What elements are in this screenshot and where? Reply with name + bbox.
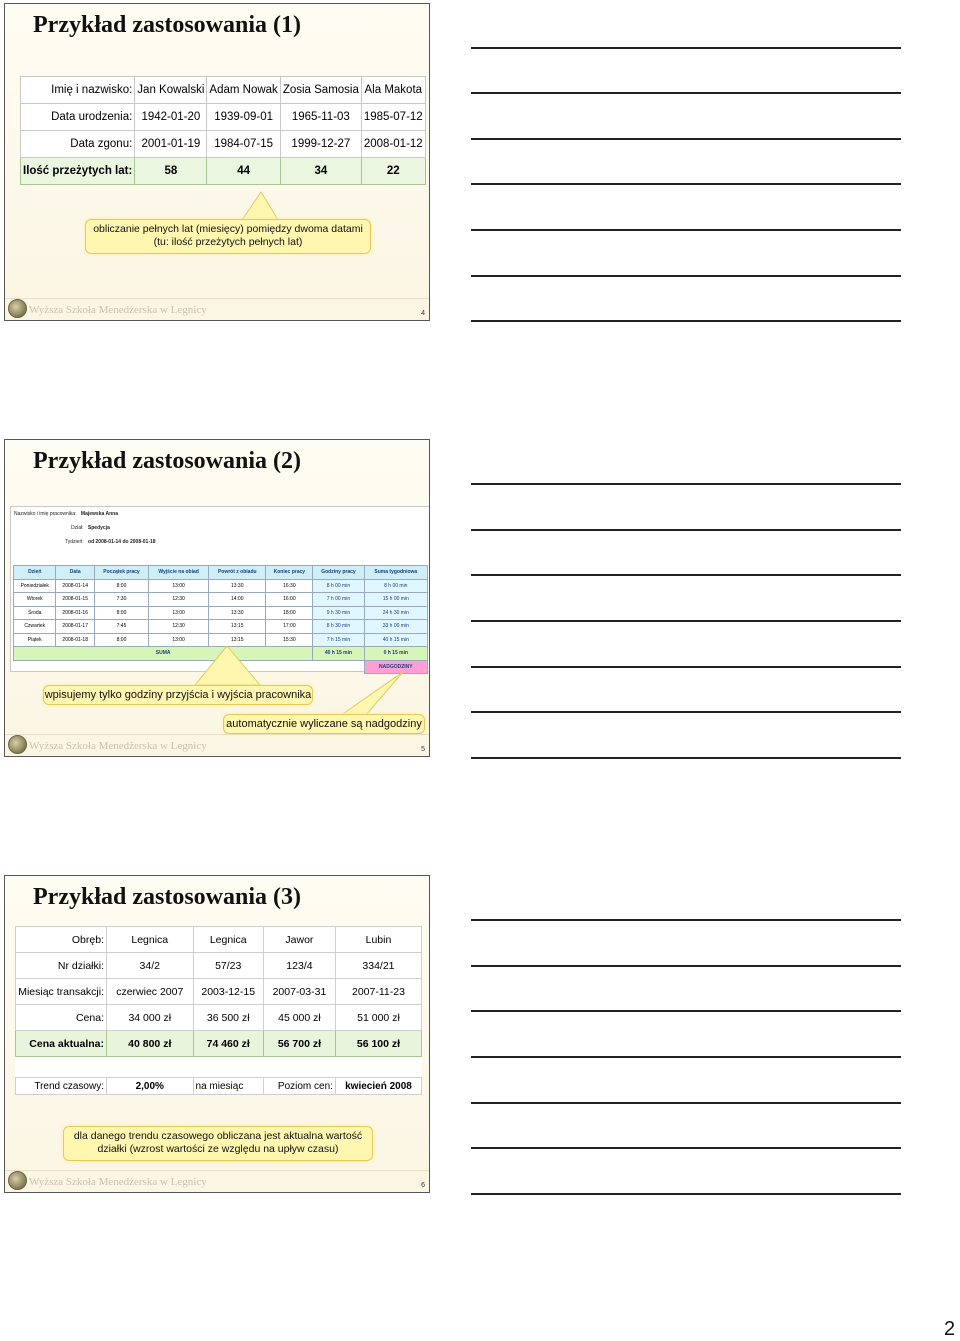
table-cell: 8 h 00 min — [313, 579, 364, 593]
lifespan-table — [20, 76, 426, 185]
note-line — [471, 574, 901, 576]
slide-title: Przykład zastosowania (2) — [33, 448, 301, 474]
row-label: Data urodzenia: — [21, 104, 135, 131]
note-line — [471, 138, 901, 140]
slide-title: Przykład zastosowania (1) — [33, 12, 301, 38]
slide-number: 4 — [421, 310, 425, 317]
callout-input-hours — [43, 685, 313, 705]
slide-2 — [4, 439, 430, 757]
price-level-label: Poziom cen: — [263, 1078, 335, 1095]
column-header: Powrót z obiadu — [209, 566, 266, 580]
table-cell: 2007-03-31 — [263, 979, 335, 1005]
table-cell: 12:30 — [149, 620, 209, 634]
table-cell: Piątek — [14, 633, 56, 647]
note-line — [471, 965, 901, 967]
table-cell: Ala Makota — [361, 77, 425, 104]
row-label: Nr działki: — [16, 953, 107, 979]
table-cell: 36 500 zł — [193, 1005, 263, 1031]
row-label: Imię i nazwisko: — [21, 77, 135, 104]
table-cell: 1999-12-27 — [280, 131, 361, 158]
trend-unit: na miesiąc — [193, 1078, 263, 1095]
spacer-row — [16, 1057, 422, 1078]
table-cell: 8 h 00 min — [364, 579, 427, 593]
row-label: Data zgonu: — [21, 131, 135, 158]
note-line — [471, 1056, 901, 1058]
slide-footer — [5, 734, 429, 756]
table-cell: 56 100 zł — [335, 1031, 421, 1057]
callout-text-line: (tu: ilość przeżytych pełnych lat) — [153, 236, 303, 248]
table-cell: 13:00 — [149, 606, 209, 620]
table-row — [16, 927, 422, 953]
slide-footer — [5, 1170, 429, 1192]
table-row — [21, 104, 426, 131]
table-cell: 14:00 — [209, 593, 266, 607]
table-cell: 24 h 30 min — [364, 606, 427, 620]
overtime-label: NADGODZINY — [364, 660, 427, 673]
table-cell: 8:00 — [94, 633, 148, 647]
info-value: od 2008-01-14 do 2008-01-18 — [88, 539, 156, 545]
table-cell: 15 h 00 min — [364, 593, 427, 607]
info-value: Majewska Anna — [80, 511, 118, 517]
overtime-value: 0 h 15 min — [364, 647, 427, 661]
table-cell: 13:15 — [209, 620, 266, 634]
school-logo-icon — [8, 299, 27, 318]
slide-footer — [5, 298, 429, 320]
row-label: Ilość przeżytych lat: — [21, 158, 135, 185]
row-label: Cena: — [16, 1005, 107, 1031]
land-price-table — [15, 926, 422, 1095]
note-line — [471, 620, 901, 622]
row-label: Miesiąc transakcji: — [16, 979, 107, 1005]
table-cell: 51 000 zł — [335, 1005, 421, 1031]
table-cell: 33 h 00 min — [364, 620, 427, 634]
slide-number: 6 — [421, 1182, 425, 1189]
callout-text-line: działki (wzrost wartości ze względu na upływ czasu) — [97, 1143, 339, 1155]
table-cell: 12:30 — [149, 593, 209, 607]
page-number: 2 — [944, 1318, 956, 1340]
school-name: Wyższa Szkoła Menedżerska w Legnicy — [29, 1176, 207, 1188]
table-cell: 34/2 — [107, 953, 194, 979]
callout-pointer — [5, 440, 430, 757]
table-cell: 1939-09-01 — [207, 104, 280, 131]
table-cell: Legnica — [107, 927, 194, 953]
table-cell: 2003-12-15 — [193, 979, 263, 1005]
empty-cell — [16, 1057, 422, 1078]
table-cell: 57/23 — [193, 953, 263, 979]
table-cell: 2008-01-15 — [56, 593, 94, 607]
table-cell: 7 h 15 min — [313, 633, 364, 647]
table-cell: 1985-07-12 — [361, 104, 425, 131]
info-label: Tydzień: — [65, 539, 84, 545]
table-cell: 1984-07-15 — [207, 131, 280, 158]
table-row — [16, 953, 422, 979]
table-cell: 2008-01-17 — [56, 620, 94, 634]
table-cell: 16:00 — [266, 593, 313, 607]
table-cell: 56 700 zł — [263, 1031, 335, 1057]
table-cell: Legnica — [193, 927, 263, 953]
table-cell: Wtorek — [14, 593, 56, 607]
info-label: Dział: — [71, 525, 84, 531]
table-cell: Jawor — [263, 927, 335, 953]
school-logo-icon — [8, 735, 27, 754]
table-cell: 58 — [135, 158, 207, 185]
table-cell: czerwiec 2007 — [107, 979, 194, 1005]
table-cell: 74 460 zł — [193, 1031, 263, 1057]
table-cell: 17:00 — [266, 620, 313, 634]
row-label: Obręb: — [16, 927, 107, 953]
column-header: Koniec pracy — [266, 566, 313, 580]
callout-text: automatycznie wyliczane są nadgodziny — [226, 718, 422, 730]
table-cell: 13:00 — [149, 579, 209, 593]
school-name: Wyższa Szkoła Menedżerska w Legnicy — [29, 740, 207, 752]
table-row — [16, 979, 422, 1005]
note-line — [471, 666, 901, 668]
info-value: Spedycja — [87, 525, 110, 531]
note-line — [471, 229, 901, 231]
table-cell: 334/21 — [335, 953, 421, 979]
info-label: Nazwisko i imię pracownika: — [14, 511, 77, 517]
table-cell: 2008-01-16 — [56, 606, 94, 620]
table-cell: Jan Kowalski — [135, 77, 207, 104]
slide-3 — [4, 875, 430, 1193]
table-row — [16, 1005, 422, 1031]
table-cell: 34 000 zł — [107, 1005, 194, 1031]
table-cell: 1942-01-20 — [135, 104, 207, 131]
note-line — [471, 47, 901, 49]
sum-total: 40 h 15 min — [313, 647, 364, 661]
callout-overtime — [223, 714, 425, 734]
table-cell: 2007-11-23 — [335, 979, 421, 1005]
table-row-highlighted — [16, 1031, 422, 1057]
note-line — [471, 529, 901, 531]
table-cell: 44 — [207, 158, 280, 185]
column-header: Suma tygodniowa — [364, 566, 427, 580]
table-cell: 7:45 — [94, 620, 148, 634]
table-cell: 15:30 — [266, 633, 313, 647]
table-cell: 22 — [361, 158, 425, 185]
table-cell: 123/4 — [263, 953, 335, 979]
column-header: Godziny pracy — [313, 566, 364, 580]
trend-label: Trend czasowy: — [16, 1078, 107, 1095]
table-cell: 1965-11-03 — [280, 104, 361, 131]
table-cell: 9 h 30 min — [313, 606, 364, 620]
table-cell: 8 h 30 min — [313, 620, 364, 634]
table-row-highlighted — [21, 158, 426, 185]
table-cell: 2001-01-19 — [135, 131, 207, 158]
school-logo-icon — [8, 1171, 27, 1190]
table-cell: Czwartek — [14, 620, 56, 634]
table-cell: 13:30 — [209, 606, 266, 620]
table-cell: 40 h 15 min — [364, 633, 427, 647]
table-cell: Lubin — [335, 927, 421, 953]
note-line — [471, 711, 901, 713]
note-line — [471, 320, 901, 322]
callout-text-line: dla danego trendu czasowego obliczana jest aktualna wartość — [73, 1130, 363, 1142]
note-line — [471, 919, 901, 921]
table-cell: 2008-01-18 — [56, 633, 94, 647]
note-line — [471, 92, 901, 94]
table-cell: 2008-01-14 — [56, 579, 94, 593]
table-cell: 13:00 — [149, 633, 209, 647]
table-cell: Środa — [14, 606, 56, 620]
table-cell: 7 h 00 min — [313, 593, 364, 607]
slide-1 — [4, 3, 430, 321]
table-cell: Adam Nowak — [207, 77, 280, 104]
table-cell: 8:00 — [94, 579, 148, 593]
column-header: Wyjście na obiad — [149, 566, 209, 580]
note-line — [471, 483, 901, 485]
note-line — [471, 183, 901, 185]
callout-note — [63, 1126, 373, 1161]
table-row — [21, 77, 426, 104]
note-line — [471, 1010, 901, 1012]
callout-text: wpisujemy tylko godziny przyjścia i wyjścia pracownika — [44, 689, 312, 701]
table-cell: Poniedziałek — [14, 579, 56, 593]
column-header: Początek pracy — [94, 566, 148, 580]
table-cell: 13:30 — [209, 579, 266, 593]
note-line — [471, 1147, 901, 1149]
trend-row — [16, 1078, 422, 1095]
table-cell: 34 — [280, 158, 361, 185]
slide-title: Przykład zastosowania (3) — [33, 884, 301, 910]
table-cell: 8:00 — [94, 606, 148, 620]
table-cell: 18:00 — [266, 606, 313, 620]
note-line — [471, 1102, 901, 1104]
price-level-value: kwiecień 2008 — [335, 1078, 421, 1095]
table-cell: 16:30 — [266, 579, 313, 593]
table-row — [21, 131, 426, 158]
school-name: Wyższa Szkoła Menedżerska w Legnicy — [29, 304, 207, 316]
table-cell: 7:30 — [94, 593, 148, 607]
table-cell: 13:15 — [209, 633, 266, 647]
table-cell: Zosia Samosia — [280, 77, 361, 104]
note-line — [471, 757, 901, 759]
row-label: Cena aktualna: — [16, 1031, 107, 1057]
callout-text-line: obliczanie pełnych lat (miesięcy) pomiędzy dwoma datami — [93, 223, 363, 235]
slide-number: 5 — [421, 746, 425, 753]
callout-note — [85, 219, 371, 254]
column-header: Dzień — [14, 566, 56, 580]
note-line — [471, 1193, 901, 1195]
table-cell: 40 800 zł — [107, 1031, 194, 1057]
note-line — [471, 275, 901, 277]
table-cell: 2008-01-12 — [361, 131, 425, 158]
table-cell: 45 000 zł — [263, 1005, 335, 1031]
trend-value: 2,00% — [107, 1078, 194, 1095]
column-header: Data — [56, 566, 94, 580]
sum-label: SUMA — [14, 647, 313, 661]
